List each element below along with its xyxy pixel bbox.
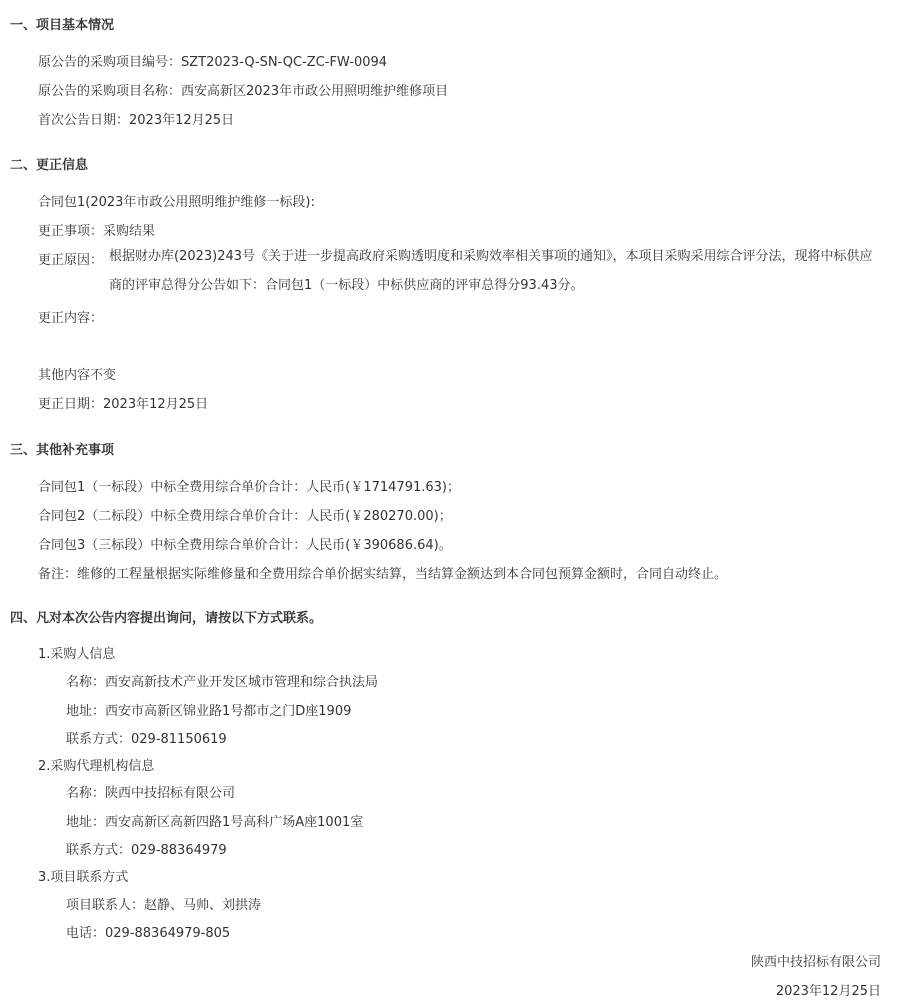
correction-item: 更正事项：采购结果 [38,224,156,239]
correction-reason-label: 更正原因： [38,253,104,268]
agency-name: 名称：陕西中技招标有限公司 [66,786,236,801]
project-contact-phone: 电话：029-88364979-805 [66,926,231,941]
original-project-name: 原公告的采购项目名称：西安高新区2023年市政公用照明维护维修项目 [38,84,449,99]
section-heading-correction-info: 二、更正信息 [10,158,89,173]
project-contact-people: 项目联系人：赵静、马帅、刘拱涛 [66,898,262,913]
section-heading-supplementary: 三、其他补充事项 [10,443,115,458]
correction-reason-text: 根据财办库(2023)243号《关于进一步提高政府采购透明度和采购效率相关事项的通知》，本项目采购采用综合评分法，现将中标供应商的评审总得分公告如下：合同包1（一标段）中标供应商的评审总得分93.43分。 [109,249,873,293]
agency-info-title: 2.采购代理机构信息 [38,759,155,774]
supplementary-line: 合同包1（一标段）中标全费用综合单价合计：人民币(￥1714791.63)； [38,480,460,495]
section-heading-contact: 四、凡对本次公告内容提出询问，请按以下方式联系。 [10,611,323,626]
signature-company: 陕西中技招标有限公司 [750,955,881,970]
supplementary-line: 合同包2（二标段）中标全费用综合单价合计：人民币(￥280270.00)； [38,509,452,524]
agency-address: 地址：西安高新区高新四路1号高科广场A座1001室 [66,815,364,830]
buyer-address: 地址：西安市高新区锦业路1号都市之门D座1909 [66,704,352,719]
section-heading-basic-info: 一、项目基本情况 [10,18,115,33]
other-content-unchanged: 其他内容不变 [38,368,117,383]
signature-date: 2023年12月25日 [775,984,881,999]
project-contact-title: 3.项目联系方式 [38,870,129,885]
correction-content-label: 更正内容： [38,311,104,326]
buyer-contact: 联系方式：029-81150619 [66,732,227,747]
supplementary-note: 备注：维修的工程量根据实际维修量和全费用综合单价据实结算，当结算金额达到本合同包预算金额时，合同自动终止。 [38,567,728,582]
agency-contact: 联系方式：029-88364979 [66,843,227,858]
supplementary-line: 合同包3（三标段）中标全费用综合单价合计：人民币(￥390686.64)。 [38,538,452,553]
buyer-info-title: 1.采购人信息 [38,647,116,662]
correction-date: 更正日期：2023年12月25日 [38,397,209,412]
correction-package: 合同包1(2023年市政公用照明维护维修一标段): [38,195,315,210]
original-project-number: 原公告的采购项目编号：SZT2023-Q-SN-QC-ZC-FW-0094 [38,55,388,70]
first-announcement-date: 首次公告日期：2023年12月25日 [38,113,235,128]
buyer-name: 名称：西安高新技术产业开发区城市管理和综合执法局 [66,675,379,690]
